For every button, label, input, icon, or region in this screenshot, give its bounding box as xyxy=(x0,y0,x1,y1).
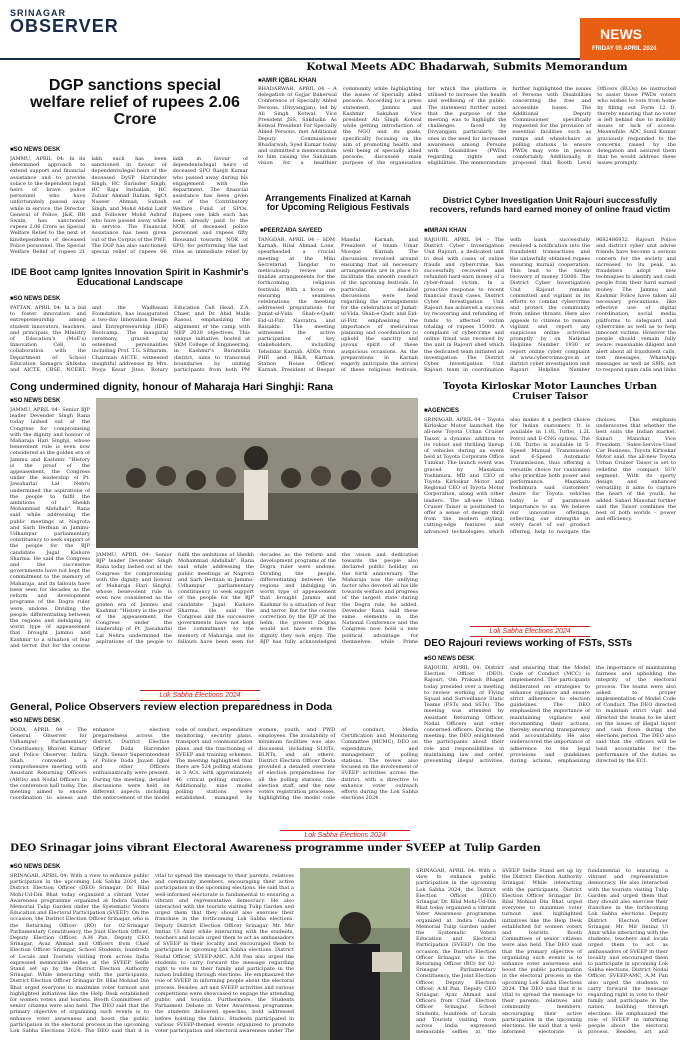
headline-toyota: Toyota Kirloskar Motor Launches Urban Cruiser Taisor xyxy=(442,381,658,403)
masthead-rule xyxy=(0,58,580,60)
headline-dgp: DGP sanctions special welfare relief of rupees 2.06 Crore xyxy=(30,77,240,128)
newspaper-logo: OBSERVER xyxy=(10,16,119,36)
byline-doda: ■ SO NEWS DESK xyxy=(10,718,60,724)
masthead xyxy=(0,0,680,60)
headline-sveep: DEO Srinagar joins vibrant Electoral Awareness programme under SVEEP at Tulip Garden xyxy=(10,842,541,854)
article-body-rajouri: RAJOURI, APRIL 04: District Election Officer (DEO), Rajouri, Om Prakash Bhagat today presided over a meeting to review working of Flying Squad and Surveillance Static Teams (FSTs and SSTs). The meeting was attended by Assistant Returning Officer, Nodal Officers and other concerned officers. During the meeting, the DEO enlightened the participants about their role and responsibilities in maintaining law and order, preventing illegal activities, and ensuring that the Model Code of Conduct (MCC) is implemented. The participants deliberated on strategies to enhance vigilance and ensure strict adherence to election guidelines. The DEO emphasized the importance of maintaining vigilance and documenting their actions, thereby ensuring transparency and accountability. He also underscored the importance of adherence to the legal provisions and guidelines during actions, emphasizing the importance of maintaining fairness and upholding the integrity of the electoral process. The teams were also asked to proper implementation of Model Code of Conduct. The DEO directed to maintain strict vigil and directed the teams to be alert on the issues of illegal liquor and cash flows during the elections period. The DEO also said that the officers will be held accountable for the performance of the duties as directed by the ECI. xyxy=(424,665,676,765)
brand-top: SRINAGAR xyxy=(10,8,67,18)
headline-rajouri: DEO Rajouri reviews working of FSTs, SSTs xyxy=(424,638,633,649)
byline-toyota: ■ AGENCIES xyxy=(424,408,459,414)
byline-rajouri: ■ SO NEWS DESK xyxy=(424,656,474,662)
byline-ide: ■ SO NEWS DESK xyxy=(10,296,60,302)
headline-cong: Cong undermined dignity, honour of Maharaja Hari Singhji: Rana xyxy=(10,381,333,393)
article-body-karnah: TANGDAR, APRIL 04 – SDM Karnah, Hilal Ahmad Lone, spearheaded a crucial meeting at the Mini Secretariat Tangdar to meticulously review and finalize arrangements for the forthcoming religious festivals. With a focus on ensuring seamless celebrations, the meeting addressed preparations for Jumat-ul-Vida, Shab-e-Qadr, Eid-ul-Fitr, Navratra, and Baisakhi. The meeting witnessed the active participation of key stakeholders, including Tehsildar Karnah, ADDs from PHE and R&B, Karnah, Station House Officer, Karnah, President of Beopar Mandal Karnah, and President of Imam Umar Mosque Karnah. The discussion revolved around ensuring that all necessary arrangements are in place to facilitate the smooth conduct of the upcoming festivals. In particular, detailed discussions were held regarding the arrangements for the celebrations of Jumat-ul-Vida, Shab-e-Qadr, and Eid-ul-Fitr, emphasizing the importance of meticulous planning and coordination to uphold the sanctity and joyous spirit of these auspicious occasions. As the preparations in Karnah eagerly anticipate the arrival of these religious festivals, xyxy=(258,237,418,374)
article-body-ide: PATTAN, APRIL 04: In a bid to foster innovation and entrepreneurship among student innovators, teachers, and principals, the Ministry of Education's (MoE's) Innovation Cell, in collaboration with the Department of School Education Samagra Shiksha and AICTE, CBSE, NCERT, and the Wadhwani Foundation, has inaugurated a two-day Innovation Design and Entrepreneurship (IDE) Bootcamp. The inaugural ceremony, graced by esteemed personalities including Prof. T.G. Sitharam, Chairman AICTE, witnessed insightful addresses by Mrs. Pooja Kesar Jitoo, Rotary Education Cell Head, Z.A. Chaer, and Dr. Abid Malik Rasool, emphasizing the alignment of the camp with NEP 2020 objectives. This unique initiative, hosted at SKM College of Engineering, in Kashmir's Baramulla district, aims to transcend boundaries by uniting participants from both PM xyxy=(10,305,250,374)
photo-selfie-stand xyxy=(300,868,410,1040)
article-body-dgp: JAMMU, APRIL 04: In its determined approach to extend support and financial assistance and to provide solace to the dependent legal heirs of brave police personnel who have unfortunately passed away while in service, the Director General of Police, J&K, RR Swain, has sanctioned rupees 2.06 Crore as Special Welfare Relief to the next of kin/dependents of deceased Police personnel. The Special Welfare Relief of rupees 21 lakh each has been sanctioned in favour of dependents/legal heirs of the deceased DySP Harvinder Singh, HC Surinder Singh, HC Raja Inshallah, HC Zubair Ahmad Rahim, SgCt Naseer Ahmad, Subash Singh, and Mohd Abdul Latif and Follower Mohd Ashraf who have passed away while in service. The Financial Assistance has been given out of the Corpus of the PWF. The DGP has also sanctioned special relief of rupees 06 lakh in favour of dependents/legal heirs of deceased SPO Ranjit Kumar who passed away during his engagement with the department. The financial assistance has been given out of the Contributory Welfare Fund of SPOs. Rupees one lakh each has been already paid to the NOK of deceased police personnel and rupees fifty thousand towards NOK of SPO, for performing the last rites as immediate relief by xyxy=(10,156,248,256)
byline-cong: ■ SO NEWS DESK xyxy=(10,398,60,404)
article-body-sveep-cont: SRINAGAR, APRIL 04: With a view to enhance public participation in the upcoming Lok Sabha 2024, the District Election Officer (DEO) Srinagar, Dr. Bilal Mohi-Ud-Din Bhat today organized a vibrant Voter Awareness programme organized at Indira Gandhi Memorial Tulip Garden under the Systematic Voters Education and Electoral Participation (SVEEP). On the occasion, the District Election Officer Srinagar, who is the Returning Officer (RO) for 02-Srinagar Parliamentary Constituency, the Joint Election Officer, Deputy Election Officer, A.M Pan, Deputy CEO Srinagar, Ayaz Ahmad and Officers from Chief Election Officer Srinagar, School Students, hundreds of Locals and Tourists visiting from across India expressed memorable selfies at the SVEEP Selfie Stand set up by the District Election Authority Srinagar. While interacting with the participants, District Election Officer Srinagar Dr. Bilal Mohiud Din Bhat urged everyone to maximize voter turnout and highlighted initiatives like the Help Desk established for women voters and tourists. Booth Committees of senior citizens were also held. The DEO said that the primary objective of organizing such events is to enhance voter awareness and boost the public participation in the electoral process in the upcoming Lok Sabha Elections 2024. The DEO said that it is vital to spread the message to their parents, relatives and community members, encouraging their active participation in the upcoming elections. He said that a well-informed electorate is fundamental to ensuring a vibrant and representative democracy. He also interacted with the tourists visiting Tulip Garden and urged them that they should also exercise their franchise in the forthcoming Lok Sabha elections. Deputy District Election Officer Srinagar, Mr. Mir Imtiaz Ul Amir while interacting with the students, teachers and locals urged them to act as ambassadors of SVEEP in their locality and encouraged them to participate in upcoming Lok Sabha elections. District Nodal Officer, SVEEP-AMC, A.M Pan also urged the students to carry forward the message regarding right to vote to their family and participate in the nation building through elections. He emphasized the role of SVEEP in informing people about the electoral process. Besides, art and xyxy=(416,868,668,1036)
photo-rally xyxy=(96,398,418,548)
section-tag-rajouri: Lok Sabha Elections 2024 xyxy=(470,626,590,637)
byline-sveep: ■ SO NEWS DESK xyxy=(10,864,60,870)
article-body-cong: JAMMU, APRIL 04– Senior BJP leader Devender Singh Rana today lashed out at the Congress for compromising with the dignity and honour of Maharaja Hari Singhji, whose benevolent rule is even now considered as the golden era of Jammu and Kashmir. "History is the proof of the appeasement, the Congress under the leadership of Pt. Jawaharlal Lal Nehru undermined the aspirations of the people to fulfil the ambitions of Sheikh Mohammad Abdullah", Rana said while addressing the public meetings at Nagrota and Sarh Derbian in Jammu-Udhampur parliamentary constituency to seek support of the people for the BJP candidate Jugal Kishore Sharma. He said the Congress and the successive governments have not kept the commitment to the memory of Maharaja, and its fallouts have been seen for decades as the reform and development programs of the Dogra ruler were undone. Dividing the people, differentiating between the regions and indulging in worst type of appeasement that brought Jammu and Kashmir to a situation of fear and terror. But for the course correction by the BJP at the helm, the present Dogras would not have even the dignity they now enjoy. The BJP has fully acknowledged the vision and dedication towards the people also declared public holiday on the birth anniversary. The Maharaja was the unifying factor who devoted all his life towards welfare and progress of the largest state during the Dogra rule, he added. Devender Rana said these same elements in the National Conference and the Congress now hold a new political advantage for themselves, while Prime xyxy=(96,552,418,645)
issue-date: FRIDAY 05 APRIL 2024 xyxy=(592,46,657,52)
article-body-kotwal: BHADARWAH, APRIL 04 – A delegation of Gujjar Bakerwal Conference of Specially Abled Persons, (Divyangjan), led by Ali Singh Kotwal, Vice President JSS, Sakdudin As Kotwal President For Specially Abled Persons, met Additional Deputy Commissioner Bhadarwah, Syed Kumar today and submitted a memorandum to him raising the Salubiam vision for a healthier community while highlighting the issues of Specially abled persons. According to a press statement, Jammu and Kashmir Sakuhan Vice president Ali Singh Kotwal while getting introduction of the NGO and its goals, specifically focusing on the aim of promoting health and well being of specially abled persons, discussed main purpose of the organisation for which the platform is utilised to increase the health and wellbeing of the public. The statement further noted that the purpose of the meeting was to highlight the challenges faced by Divyangjan, particularly the ones in the need for increased awareness among Persons with Disabilities (PWDs) regarding rights and eligibilities. The memorandum further highlighted the issues of Persons with Disabilities concerning the free and accessible buses. The Additional Deputy Commissioner specifically requested for the provision of essential facilities such as ramps and wheelchairs at polling stations to ensure PWDs may vote in person comfortably. Additionally, it proposed that Booth Level Officers (BLOs) be instructed to assist those PWDs voters who wishes to vote from home by filling out Form 12 D, thereby ensuring that no voter is left behind due to mobility issues or lack of access. Meanwhile, ADC Sunil Kumar graciously responded to the concerns raised by the delegation and assured them that he would address these issues promptly. xyxy=(258,86,676,167)
byline-karnah: ■ PEERZADA SAYEED xyxy=(260,228,322,234)
article-body-doda: DODA, APRIL 04 – The General Observer for Udhampur Parliamentary Constituency, Bhaveti Kumar and Police Observer, Indira Shah, convened a comprehensive meeting with Assistant Returning Officers (AROs) and Nodal Officers in the conference hall today. The meeting aimed to ensure coordination to assess and enhance election preparedness across the district. District Election Officer Doda Harvinder Singh, Senior Superintendent of Police Doda Javaid Iqbal and other Officers enthusiastically were present. During the meeting, detailed discussions were held on different aspects including the enforcement of the model code of conduct, expenditure monitoring, security plans, transport and communication plans, and the functioning of SVEEP and training schemes. The meeting highlighted that there are 524 polling stations in 3 ACs, with approximately 46 critical polling stations. Additionally, nine model polling stations were established, managed by women, youth, and PWD employees. The availability of minimum facilities was also discussed, including SLNTs, BLNTs, and all others. District Election Officer Doda provided a detailed overview of election preparedness for all the polling stations, the election staff, and the new voters registration processes, highlighting the model code of conduct, Media Certification and Monitoring Committee (MCMC), DEO on expenditure, and management of polling stations. The review also focused on the involvement of SVEEP activities across the district, with a directive to enhance voter outreach efforts during the Lok Sabha elections 2024. xyxy=(10,727,418,802)
section-tag-sveep: Lok Sabha Elections 2024 xyxy=(280,830,410,841)
article-body-toyota: SRINAGAR, APRIL 04 – Toyota Kirloskar Motor launched the all-new Toyota Urban Cruiser Taisor, a dynamic addition to its robust and thrilling lineup of vehicles during an event held at Toyota Corporate Office Tumkur. The launch event was graced by Masakazu Yoshimura, MD and CEO of Toyota Kirloskar Motor and Regional CEO of Toyota Motor Corporation, along with other leaders. The all-new Urban Cruiser Taisor is positioned to offer a sense of design thrill from the modern styling, cutting-edge features and advanced technologies, which also makes it a perfect choice for Indian customers. It is available in 1.0L Turbo, 1.2L Petrol and E-CNG options. The 1.0L Turbo is available in 5-Speed Manual Transmission and 6-Speed Automatic Transmission, thus offering a versatile choice for customers who prioritize both power and performance. Masakazu Yoshimura said customers' desire for Toyota vehicles today is of paramount importance to us. We believe our innovative offerings, reflecting our strengths in every facet of our product offering, help to navigate the choices. This emphasis underscores that whether the best suits the Indian market. Sabari Manohar, Vice President, Sales-Service-Used Car Business, Toyota Kirloskar Motor said, the all-new Toyota Urban Cruiser Taisor is set to redefine the compact SUV segment. With its sporty design and enhanced versatility, it aims to capture the heart of the youth, he added. Sabari Manohar further said the Taisor combines the best of both worlds – power and efficiency. xyxy=(424,417,676,535)
section-label: NEWS xyxy=(600,26,642,42)
byline-cyber: ■ IMRAN KHAN xyxy=(424,228,466,234)
headline-ide: IDE Boot camp Ignites Innovation Spirit in Kashmir's Educational Landscape xyxy=(11,267,249,288)
byline-dgp: ■ SO NEWS DESK xyxy=(10,147,60,153)
headline-cyber: District Cyber Investigation Unit Rajouri successfully recovers, refunds hard earned money of online fraud victim xyxy=(429,195,671,214)
section-tag-doda: Lok Sabha Elections 2024 xyxy=(140,690,260,701)
article-body-sveep: SRINAGAR, APRIL 04: With a view to enhance public participation in the upcoming Lok Sabha 2024, the District Election Officer (DEO) Srinagar, Dr. Bilal Mohi-Ud-Din Bhat today organized a vibrant Voter Awareness programme organized at Indira Gandhi Memorial Tulip Garden under the Systematic Voters Education and Electoral Participation (SVEEP). On the occasion, the District Election Officer Srinagar, who is the Returning Officer (RO) for 02-Srinagar Parliamentary Constituency, the Joint Election Officer, Deputy Election Officer, A.M Pan, Deputy CEO Srinagar, Ayaz Ahmad and Officers from Chief Election Officer Srinagar, School Students, hundreds of Locals and Tourists visiting from across India expressed memorable selfies at the SVEEP Selfie Stand set up by the District Election Authority Srinagar. While interacting with the participants, District Election Officer Srinagar Dr. Bilal Mohiud Din Bhat urged everyone to maximize voter turnout and highlighted initiatives like the Help Desk established for women voters and tourists. Booth Committees of senior citizens were also held. The DEO said that the primary objective of organizing such events is to enhance voter awareness and boost the public participation in the electoral process in the upcoming Lok Sabha Elections 2024. The DEO said that it is vital to spread the message to their parents, relatives and community members, encouraging their active participation in the upcoming elections. He said that a well-informed electorate is fundamental to ensuring a vibrant and representative democracy. He also interacted with the tourists visiting Tulip Garden and urged them that they should also exercise their franchise in the forthcoming Lok Sabha elections. Deputy District Election Officer Srinagar, Mr. Mir Imtiaz Ul Amir while interacting with the students, teachers and locals urged them to act as ambassadors of SVEEP in their locality and encouraged them to participate in upcoming Lok Sabha elections. District Nodal Officer, SVEEP-AMC, A.M Pan also urged the students to carry forward the message regarding right to vote to their family and participate in the nation building through elections. He emphasized the role of SVEEP in informing people about the electoral process. Besides, art and SVEEP activities and various competitions were showcased to engage the attending public and tourists. Furthermore, the Students Parliament Debate at Voter Awareness programme, the students delivered speeches, bold addressed before hoisting the fabric. Students participated in various SVEEP-themed events organized to promote voter participation and electoral awareness under The xyxy=(10,873,294,1035)
article-body-cong-lead: JAMMU, APRIL 04– Senior BJP leader Devender Singh Rana today lashed out at the Congress for compromising with the dignity and honour of Maharaja Hari Singhji, whose benevolent rule is even now considered as the golden era of Jammu and Kashmir. "History is the proof of the appeasement, the Congress under the leadership of Pt. Jawaharlal Lal Nehru undermined the aspirations of the people to fulfil the ambitions of Sheikh Mohammad Abdullah", Rana said while addressing the public meetings at Nagrota and Sarh Derbian in Jammu-Udhampur parliamentary constituency to seek support of the people for the BJP candidate Jugal Kishore Sharma. He said the Congress and the successive governments have not kept the commitment to the memory of Maharaja, and its fallouts have been seen for decades as the reform and development programs of the Dogra ruler were undone. Dividing the people, differentiating between the regions and indulging in worst type of appeasement that brought Jammu and Kashmir to a situation of fear and terror. But for the course xyxy=(10,407,90,649)
headline-doda: General, Police Observers review election preparedness in Doda xyxy=(10,701,333,713)
byline-kotwal: ■ AMIR IQBAL KHAN xyxy=(258,78,316,84)
headline-kotwal: Kotwal Meets ADC Bhadarwah, Submits Memorandum xyxy=(306,61,628,73)
article-body-cyber: RAJOURI, APRIL 04 – The District Cyber Investigation Unit Rajouri, a dedicated unit to deal with cases of online frauds and cybercrime, has successfully recovered and refunded hard-earn money of a cyber-fraud victim. In a proactive response to recent financial fraud cases, District Cyber Investigation Unit Rajouri has achieved a success by recovering and refunding of funds to affected victim totaling of rupees 15000. A complaint of cybercrime and online fraud was received by the unit in Rajouri shed which the dedicated team initiated an investigation. The District Cyber Investigation Unit Rajouri team in coordination with bank successfully resolved a notification into the fraudulent transactions and the unlawfully obtained rupees ensuring mutual cooperation. This lead to the timely recovery of money 15000. The District Cyber Investigation Unit Rajouri remains committed and vigilant in its efforts to combat cybercrime and protect the community from online threats. Here also appeals to citizens to remain vigilant and report any suspicious online activities promptly by on National Helpline Number 1930 or report online cyber complaint at www.cybercrime.gov.in or district cyber investigation unit Rajouri Helpline Number 9682486932. Rajouri Police and district cyber unit advise friends have become a serious concern for the society and increased to its peak, as fraudsters adopt new techniques to identify and cash people from their hard earned money. The Jammu and Kashmir Police have taken all necessary precautions, like effective use of digital coordination, social media platforms to safeguard and cybercrime as well as to help innocent victims. However the people should remain fully aware, reasonable diligent and alert about all fraudulent calls, text messages, WhatsApp messages as well as SMS, not to respond spam calls and links xyxy=(424,237,676,374)
headline-karnah: Arrangements Finalized at Karnah for Upcoming Religious Festivals xyxy=(264,193,412,213)
